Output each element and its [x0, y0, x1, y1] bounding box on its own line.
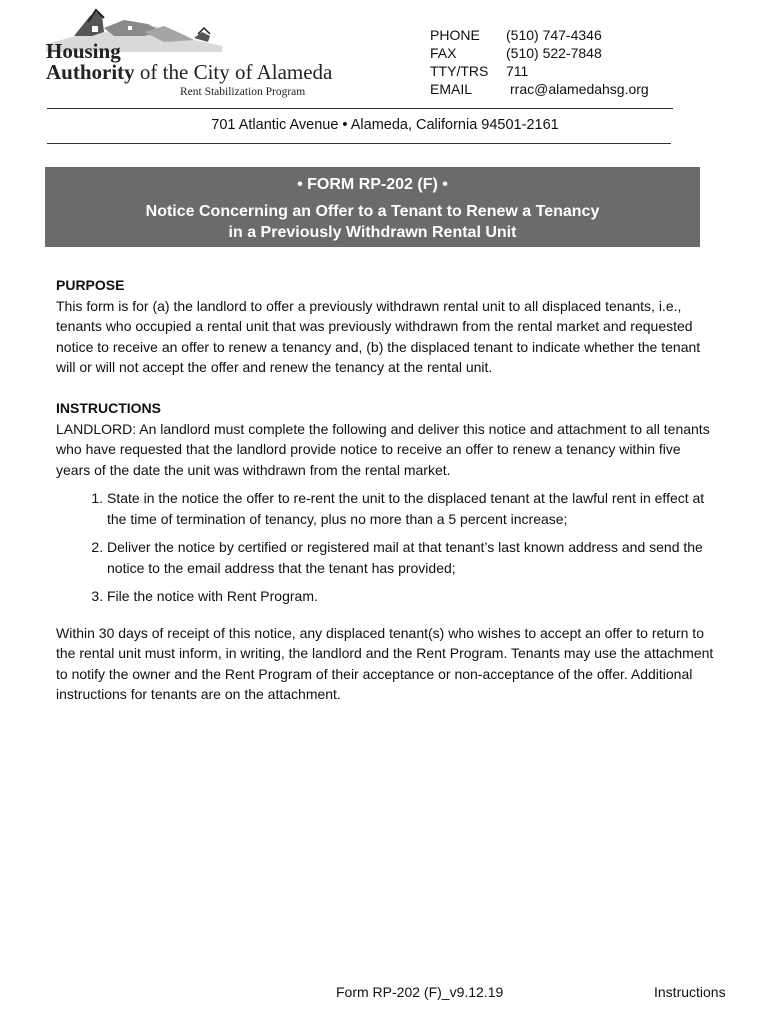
contact-block	[430, 26, 649, 98]
contact-email-label: EMAIL	[430, 81, 473, 97]
form-number: • FORM RP-202 (F) •	[297, 176, 448, 193]
contact-tty-row	[430, 62, 649, 80]
purpose-heading: PURPOSE	[56, 277, 125, 293]
logo-program-text: Rent Stabilization Program	[180, 86, 306, 98]
contact-fax-value: (510) 522-7848	[506, 45, 602, 61]
purpose-section	[56, 275, 716, 378]
instructions-steps	[56, 488, 716, 607]
instructions-intro: LANDLORD: An landlord must complete the following and deliver this notice and attachment to all tenants who have requested that the landlord provide notice to receive an offer to renew a tenancy within five years of the date the unit was withdrawn from the rental market.	[56, 420, 710, 478]
footer-section-label: Instructions	[654, 984, 726, 1000]
contact-email-link[interactable]: rrac@alamedahsg.org	[510, 81, 649, 97]
form-title	[45, 201, 700, 243]
instructions-section	[56, 398, 716, 705]
logo-city-text: of the City of Alameda	[134, 60, 333, 84]
form-title-line2: in a Previously Withdrawn Rental Unit	[228, 224, 517, 241]
contact-tty-label: TTY/TRS	[430, 63, 489, 79]
form-title-banner	[45, 167, 700, 247]
instruction-step-2: 2. Deliver the notice by certified or registered mail at that tenant’s last known address and send the notice to the email address that the tenant has provided;	[107, 537, 716, 578]
form-title-line1: Notice Concerning an Offer to a Tenant to Renew a Tenancy	[145, 203, 600, 220]
logo-housing-text: Housing	[46, 39, 121, 63]
instruction-step-1: 1. State in the notice the offer to re-rent the unit to the displaced tenant at the lawful rent in effect at the time of termination of tenancy, plus no more than a 5 percent increase;	[107, 488, 716, 529]
instructions-closing: Within 30 days of receipt of this notice, any displaced tenant(s) who wishes to accept an offer to return to the rental unit must inform, in writing, the landlord and the Rent Program. Tenants may use the attachment to notify the owner and the Rent Program of their acceptance or non-acceptance of the offer. Additional instructions for tenants are on the attachment.	[56, 624, 714, 702]
contact-fax-row	[430, 44, 649, 62]
instructions-heading: INSTRUCTIONS	[56, 400, 161, 416]
instruction-step-3: 3. File the notice with Rent Program.	[107, 586, 716, 607]
contact-email-row	[430, 80, 649, 98]
purpose-text: This form is for (a) the landlord to offer a previously withdrawn rental unit to all displaced tenants, i.e., tenants who occupied a rental unit that was previously withdrawn from the rental market and requested notice to receive an offer to renew a tenancy and, (b) the displaced tenant to indicate whether the tenant will or will not accept the offer and renew the tenancy at the rental unit.	[56, 297, 701, 375]
header-divider-bottom	[47, 143, 671, 144]
contact-tty-value: 711	[506, 63, 529, 79]
contact-phone-label: PHONE	[430, 27, 480, 43]
address-line: 701 Atlantic Avenue • Alameda, California 94501-2161	[211, 117, 559, 133]
logo-authority-text	[46, 61, 332, 83]
contact-phone-value: (510) 747-4346	[506, 27, 602, 43]
header-divider-top	[47, 108, 673, 109]
footer-form-version: Form RP-202 (F)_v9.12.19	[336, 984, 504, 1000]
contact-fax-label: FAX	[430, 45, 457, 61]
logo-authority-bold: Authority	[46, 60, 135, 84]
contact-phone-row	[430, 26, 649, 44]
